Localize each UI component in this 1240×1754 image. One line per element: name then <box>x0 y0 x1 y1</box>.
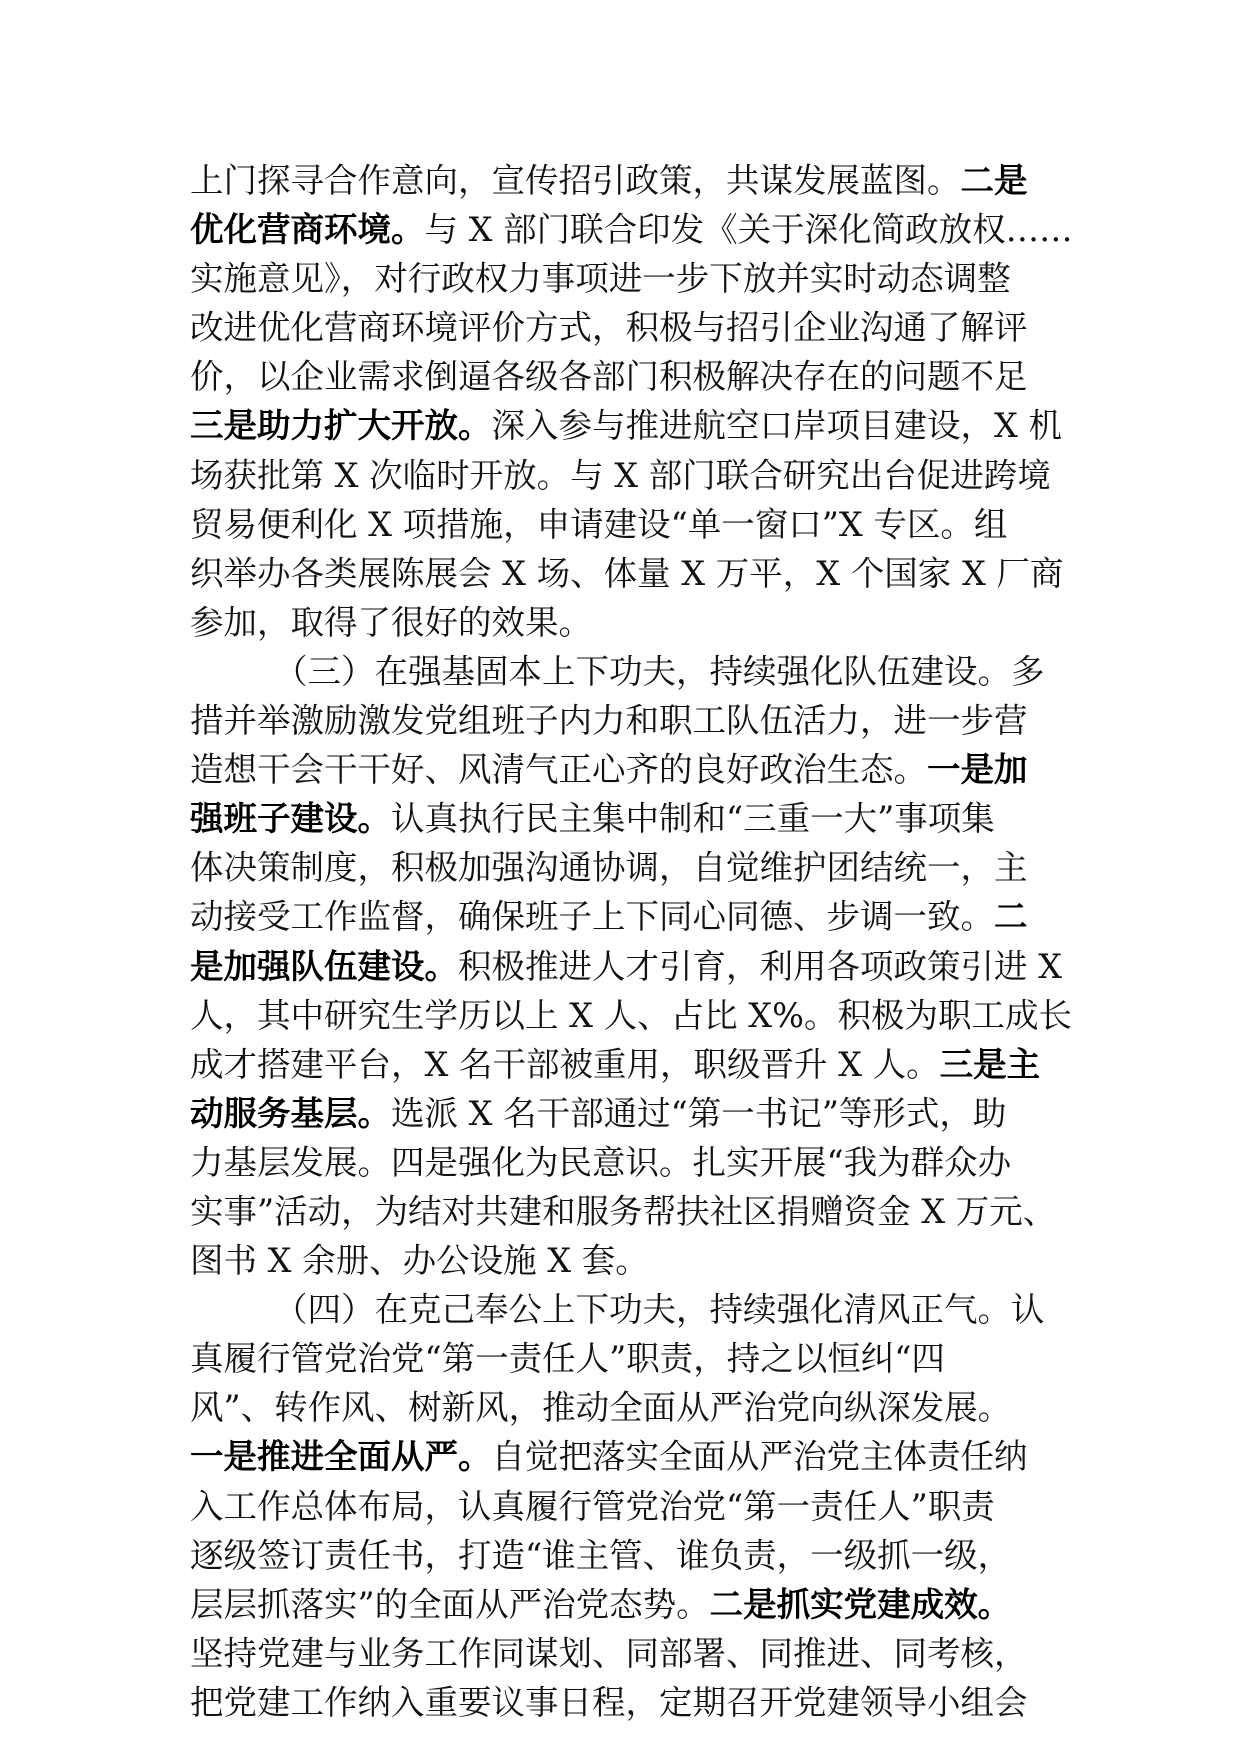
text-line: 动接受工作监督，确保班子上下同心同德、步调一致。二 <box>190 897 1028 937</box>
text-line: 把党建工作纳入重要议事日程，定期召开党建领导小组会 <box>190 1682 1028 1722</box>
text-line: 图书 X 余册、办公设施 X 套。 <box>190 1241 649 1281</box>
section-heading-line: （四）在克己奉公上下功夫，持续强化清风正气。认 <box>274 1290 1045 1330</box>
text-line: 实施意见》，对行政权力事项进一步下放并实时动态调整 <box>190 259 1011 299</box>
text-line: 真履行管党治党“第一责任人”职责，持之以恒纠“四 <box>190 1339 945 1379</box>
text-line: 一是推进全面从严。自觉把落实全面从严治党主体责任纳 <box>190 1437 1028 1477</box>
text-line: 价，以企业需求倒逼各级各部门积极解决存在的问题不足 <box>190 357 1028 397</box>
text-line: 强班子建设。认真执行民主集中制和“三重一大”事项集 <box>190 799 995 839</box>
text-line: 动服务基层。选派 X 名干部通过“第一书记”等形式，助 <box>190 1093 1007 1133</box>
text-line: 是加强队伍建设。积极推进人才引育，利用各项政策引进 X <box>190 946 1062 986</box>
text-line: 优化营商环境。与 X 部门联合印发《关于深化简政放权…… <box>190 210 1073 250</box>
text-line: 坚持党建与业务工作同谋划、同部署、同推进、同考核， <box>190 1633 1028 1673</box>
text-line: 贸易便利化 X 项措施，申请建设“单一窗口”X 专区。组 <box>190 504 1008 544</box>
text-line: 参加，取得了很好的效果。 <box>190 602 592 642</box>
bold-heading: 二是抓实党建成效。 <box>709 1584 1012 1624</box>
bold-heading: 二 <box>994 897 1028 937</box>
bold-heading: 三是主 <box>939 1044 1041 1084</box>
section-heading-line: （三）在强基固本上下功夫，持续强化队伍建设。多 <box>274 651 1045 691</box>
text-line: 人，其中研究生学历以上 X 人、占比 X%。积极为职工成长 <box>190 995 1072 1035</box>
text-line: 体决策制度，积极加强沟通协调，自觉维护团结统一，主 <box>190 848 1028 888</box>
text-line: 织举办各类展陈展会 X 场、体量 X 万平，X 个国家 X 厂商 <box>190 553 1064 593</box>
bold-heading: 一是加 <box>927 750 1028 790</box>
text-line: 场获批第 X 次临时开放。与 X 部门联合研究出台促进跨境 <box>190 455 1051 495</box>
text-line: 力基层发展。四是强化为民意识。扎实开展“我为群众办 <box>190 1142 1012 1182</box>
text-line: 措并举激励激发党组班子内力和职工队伍活力，进一步营 <box>190 701 1028 741</box>
text-line: 逐级签订责任书，打造“谁主管、谁负责，一级抓一级， <box>190 1535 1012 1575</box>
text-line: 改进优化营商环境评价方式，积极与招引企业沟通了解评 <box>190 308 1028 348</box>
bold-heading: 是加强队伍建设。 <box>190 946 458 986</box>
bold-heading: 动服务基层。 <box>190 1093 391 1133</box>
text-line: 成才搭建平台，X 名干部被重用，职级晋升 X 人。三是主 <box>190 1044 1041 1084</box>
text-line: 三是助力扩大开放。深入参与推进航空口岸项目建设，X 机 <box>190 406 1062 446</box>
bold-heading: 强班子建设。 <box>190 799 391 839</box>
text-line: 层层抓落实”的全面从严治党态势。二是抓实党建成效。 <box>190 1584 1012 1624</box>
bold-heading: 一是推进全面从严。 <box>190 1437 492 1477</box>
bold-heading: 三是助力扩大开放。 <box>190 406 492 446</box>
text-line: 造想干会干干好、风清气正心齐的良好政治生态。一是加 <box>190 750 1028 790</box>
bold-heading: 二是 <box>960 161 1028 200</box>
text-line: 上门探寻合作意向，宣传招引政策，共谋发展蓝图。二是 <box>190 161 1028 200</box>
text-line: 入工作总体布局，认真履行管党治党“第一责任人”职责 <box>190 1486 995 1526</box>
text-line: 实事”活动，为结对共建和服务帮扶社区捐赠资金 X 万元、 <box>190 1191 1057 1231</box>
bold-heading: 优化营商环境。 <box>190 210 425 250</box>
text-line: 风”、转作风、树新风，推动全面从严治党向纵深发展。 <box>190 1388 1012 1428</box>
document-body <box>190 156 1072 1727</box>
